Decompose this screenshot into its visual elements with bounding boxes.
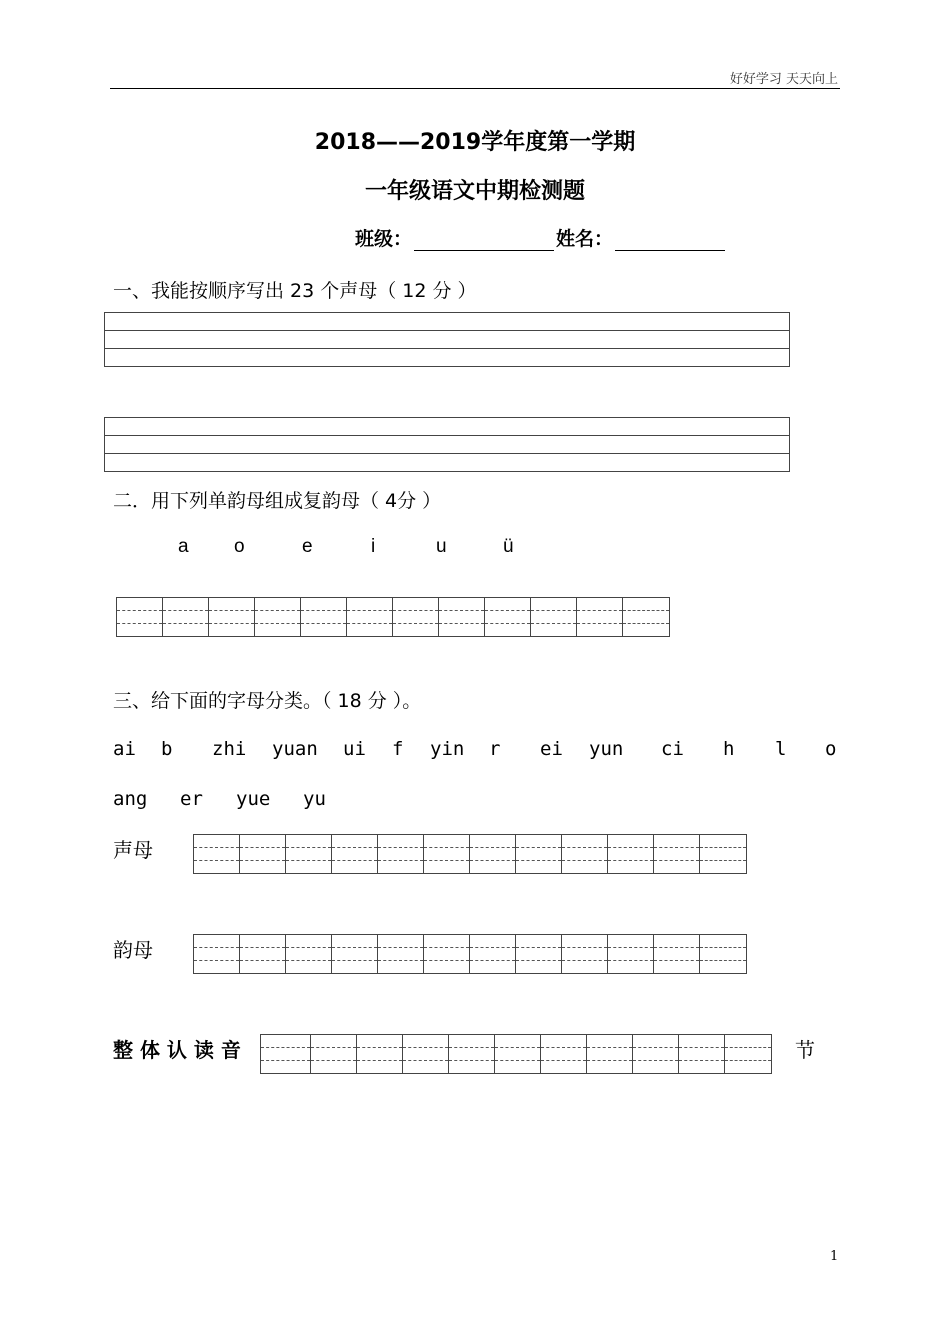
letter: b — [161, 738, 173, 760]
letter: h — [723, 738, 735, 760]
vowel-o: o — [234, 536, 245, 557]
vowel-u: u — [436, 536, 447, 557]
section2-heading: 二．用下列单韵母组成复韵母（ 4分 ） — [113, 490, 442, 512]
letter: o — [825, 738, 837, 760]
section3-heading: 三、给下面的字母分类。（ 18 分 ）。 — [113, 690, 422, 712]
letter: ui — [343, 738, 366, 760]
section1-heading: 一、我能按顺序写出 23 个声母（ 12 分 ） — [113, 280, 477, 302]
letter: zhi — [212, 738, 247, 760]
letter: ang — [113, 788, 148, 810]
letter: r — [489, 738, 501, 760]
letter: ci — [661, 738, 684, 760]
name-label: 姓名： — [556, 228, 614, 250]
shengmu-label: 声母 — [113, 838, 153, 862]
letter: ei — [540, 738, 563, 760]
vowel-u-umlaut: ü — [503, 536, 514, 557]
letter: yin — [430, 738, 465, 760]
zhengti-grid[interactable] — [260, 1034, 772, 1074]
vowel-i: i — [371, 536, 376, 557]
zhengti-label: 整 体 认 读 音 — [113, 1038, 241, 1062]
title-line1: 2018——2019学年度第一学期 — [314, 130, 636, 155]
zhengti-suffix: 节 — [795, 1038, 815, 1062]
name-blank[interactable] — [615, 230, 725, 251]
writing-lines-1[interactable] — [104, 312, 790, 367]
letter: l — [775, 738, 787, 760]
letter: yuan — [272, 738, 318, 760]
student-info — [355, 224, 727, 251]
writing-lines-2[interactable] — [104, 417, 790, 472]
letter: yun — [589, 738, 624, 760]
pinyin-grid-section2[interactable] — [116, 597, 670, 637]
class-label: 班级： — [355, 228, 413, 250]
letter: f — [392, 738, 404, 760]
vowel-a: a — [178, 536, 189, 557]
shengmu-grid[interactable] — [193, 834, 747, 874]
yunmu-grid[interactable] — [193, 934, 747, 974]
vowel-e: e — [302, 536, 313, 557]
letter: er — [180, 788, 203, 810]
letter: yu — [303, 788, 326, 810]
letter: yue — [236, 788, 271, 810]
letter: ai — [113, 738, 136, 760]
title-line2: 一年级语文中期检测题 — [364, 179, 585, 204]
class-blank[interactable] — [414, 230, 554, 251]
yunmu-label: 韵母 — [113, 938, 153, 962]
page-number: 1 — [830, 1249, 839, 1264]
header-motto: 好好学习 天天向上 — [729, 72, 838, 87]
header-rule — [110, 88, 840, 89]
